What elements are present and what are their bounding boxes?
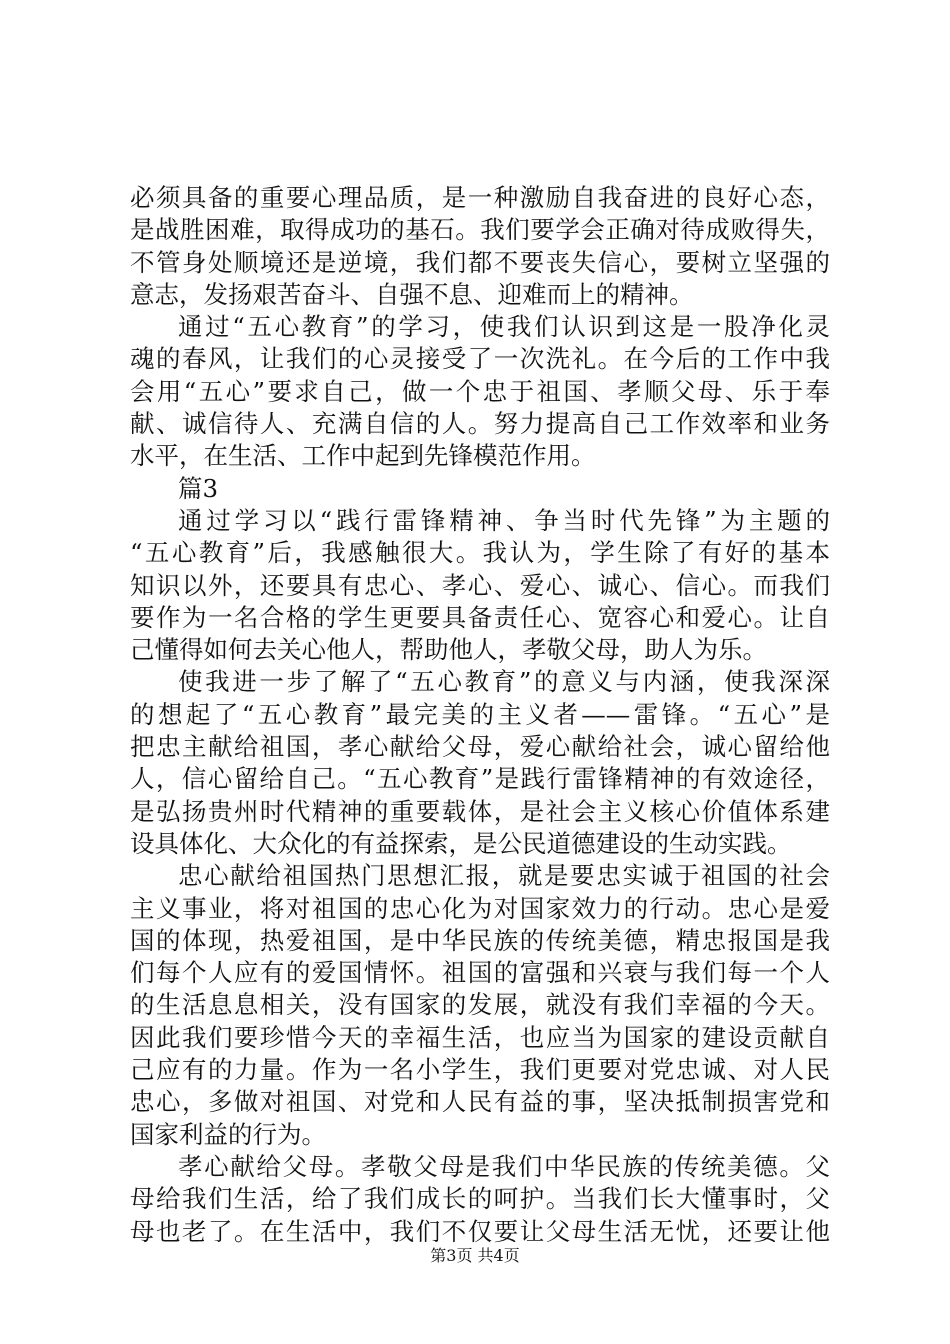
text-line: 人，信心留给自己。“五心教育”是践行雷锋精神的有效途径， [130,764,830,794]
text-line: 不管身处顺境还是逆境，我们都不要丧失信心，要树立坚强的 [130,247,830,277]
text-line: 知识以外，还要具有忠心、孝心、爱心、诚心、信心。而我们 [130,570,830,600]
text-line: 献、诚信待人、充满自信的人。努力提高自己工作效率和业务 [130,409,830,439]
text-line: 的想起了“五心教育”最完美的主义者——雷锋。“五心”是 [130,699,830,729]
text-line: 通过学习以“践行雷锋精神、争当时代先锋”为主题的 [178,505,830,535]
text-line: 通过“五心教育”的学习，使我们认识到这是一股净化灵 [178,312,830,342]
text-line: 是弘扬贵州时代精神的重要载体，是社会主义核心价值体系建 [130,796,830,826]
page-number: 第3页 共4页 [430,1246,520,1265]
text-line: 国家利益的行为。 [130,1119,326,1149]
text-line: 国的体现，热爱祖国，是中华民族的传统美德，精忠报国是我 [130,925,830,955]
text-line: 忠心献给祖国热门思想汇报，就是要忠实诚于祖国的社会 [178,861,830,891]
text-line: 设具体化、大众化的有益探索，是公民道德建设的生动实践。 [130,828,792,858]
text-line: 使我进一步了解了“五心教育”的意义与内涵，使我深深 [178,667,830,697]
text-line: 要作为一名合格的学生更要具备责任心、宽容心和爱心。让自 [130,602,830,632]
text-line: 是战胜困难，取得成功的基石。我们要学会正确对待成败得失， [130,215,830,245]
text-line: 孝心献给父母。孝敬父母是我们中华民族的传统美德。父 [178,1151,830,1181]
text-line: 己懂得如何去关心他人，帮助他人，孝敬父母，助人为乐。 [130,635,767,665]
text-line: 母也老了。在生活中，我们不仅要让父母生活无忧，还要让他 [130,1216,830,1246]
text-line: 因此我们要珍惜今天的幸福生活，也应当为国家的建设贡献自 [130,1022,830,1052]
text-line: 会用“五心”要求自己，做一个忠于祖国、孝顺父母、乐于奉 [130,376,830,406]
text-line: 母给我们生活，给了我们成长的呵护。当我们长大懂事时，父 [130,1184,830,1214]
text-line: 意志，发扬艰苦奋斗、自强不息、迎难而上的精神。 [130,279,694,309]
text-line: 的生活息息相关，没有国家的发展，就没有我们幸福的今天。 [130,990,830,1020]
text-line: 必须具备的重要心理品质，是一种激励自我奋进的良好心态， [130,183,830,212]
page-footer [0,1243,950,1266]
text-line: 把忠主献给祖国，孝心献给父母，爱心献给社会，诚心留给他 [130,732,830,762]
text-line: 主义事业，将对祖国的忠心化为对国家效力的行动。忠心是爱 [130,893,830,923]
text-line: 水平，在生活、工作中起到先锋模范作用。 [130,441,596,471]
section-heading: 篇3 [178,473,219,503]
body-text [130,182,830,1248]
text-line: 己应有的力量。作为一名小学生，我们更要对党忠诚、对人民 [130,1055,830,1085]
text-line: 忠心，多做对祖国、对党和人民有益的事，坚决抵制损害党和 [130,1087,830,1117]
text-line: 们每个人应有的爱国情怀。祖国的富强和兴衰与我们每一个人 [130,958,830,988]
text-line: 魂的春风，让我们的心灵接受了一次洗礼。在今后的工作中我 [130,344,830,374]
text-line: “五心教育”后，我感触很大。我认为，学生除了有好的基本 [130,538,830,568]
